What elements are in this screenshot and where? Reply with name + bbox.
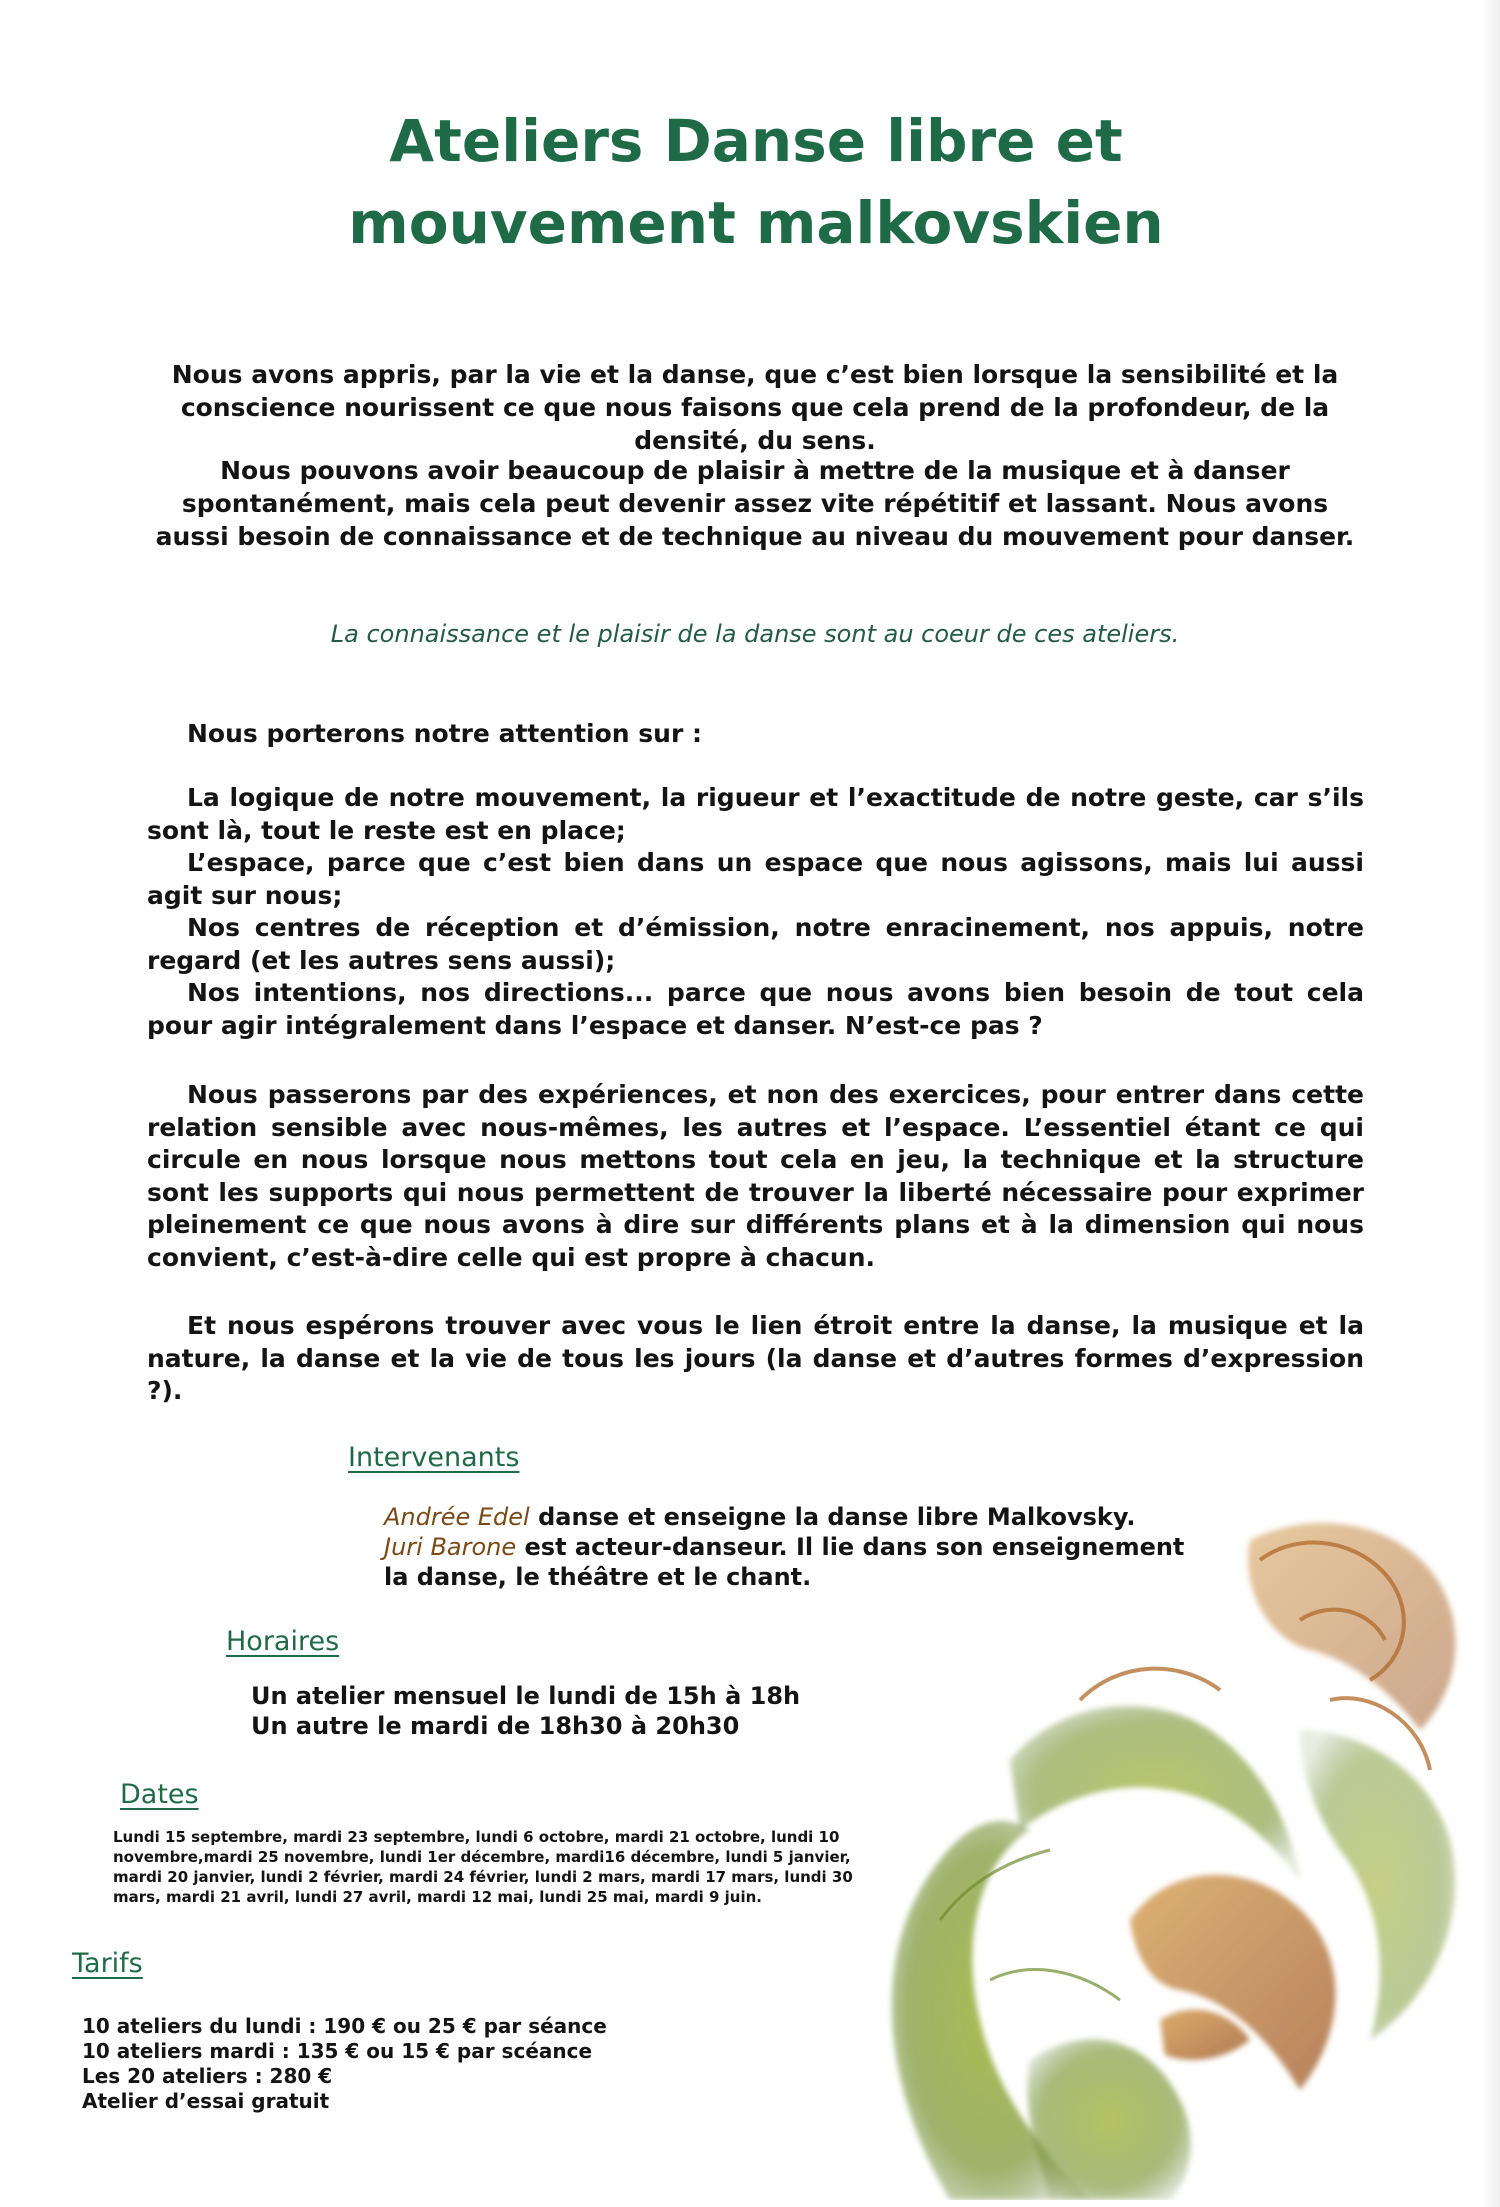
horaires-block bbox=[251, 1681, 800, 1741]
horaire-line: Un autre le mardi de 18h30 à 20h30 bbox=[251, 1712, 740, 1740]
esperons-paragraph: Et nous espérons trouver avec vous le lien étroit entre la danse, la musique et la nature, la danse et la vie de tous les jours (la danse et d’autres formes d’expression ?). bbox=[147, 1311, 1364, 1405]
title-line-1: Ateliers Danse libre et bbox=[389, 107, 1123, 175]
dates-line: Lundi 15 septembre, mardi 23 septembre, lundi 6 octobre, mardi 21 octobre, lundi 10 bbox=[113, 1828, 840, 1846]
attention-item: La logique de notre mouvement, la rigueur et l’exactitude de notre geste, car s’ils sont là, tout le reste est en place; bbox=[147, 783, 1364, 845]
tarifs-block bbox=[82, 2014, 607, 2114]
intervenant-desc: danse et enseigne la danse libre Malkovsky. bbox=[529, 1503, 1136, 1531]
intervenants-heading: Intervenants bbox=[348, 1442, 520, 1473]
dates-heading: Dates bbox=[120, 1779, 199, 1810]
tarif-line: Les 20 ateliers : 280 € bbox=[82, 2064, 333, 2088]
intervenant-desc: est acteur-danseur. Il lie dans son enseignement bbox=[516, 1533, 1185, 1561]
dates-block bbox=[113, 1827, 853, 1907]
tarif-line: 10 ateliers du lundi : 190 € ou 25 € par séance bbox=[82, 2014, 607, 2038]
attention-item: L’espace, parce que c’est bien dans un espace que nous agissons, mais lui aussi agit sur nous; bbox=[147, 848, 1364, 910]
tarif-line: 10 ateliers mardi : 135 € ou 15 € par scéance bbox=[82, 2039, 593, 2063]
dates-line: mardi 20 janvier, lundi 2 février, mardi 24 février, lundi 2 mars, mardi 17 mars, lundi 30 bbox=[113, 1868, 853, 1886]
dates-line: mars, mardi 21 avril, lundi 27 avril, mardi 12 mai, lundi 25 mai, mardi 9 juin. bbox=[113, 1888, 762, 1906]
attention-list bbox=[147, 782, 1364, 1042]
experiences-paragraph: Nous passerons par des expériences, et non des exercices, pour entrer dans cette relation sensible avec nous-mêmes, les autres et l’espace. L’essentiel étant ce qui circule en nous lorsque nous mettons tout cela en jeu, la technique et la structure sont les supports qui nous permettent de trouver la liberté nécessaire pour exprimer pleinement ce que nous avons à dire sur différents plans et à la dimension qui nous convient, c’est-à-dire celle qui est propre à chacun. bbox=[147, 1080, 1364, 1272]
attention-item: Nos centres de réception et d’émission, notre enracinement, nos appuis, notre regard (et les autres sens aussi); bbox=[147, 913, 1364, 975]
intervenant-name: Juri Barone bbox=[384, 1533, 517, 1561]
intro-paragraph-2: Nous pouvons avoir beaucoup de plaisir à mettre de la musique et à danser spontanément, mais cela peut devenir assez vite répétitif et lassant. Nous avons aussi besoin de connaissance et de technique au niveau du mouvement pour danser. bbox=[155, 456, 1355, 551]
horaires-heading: Horaires bbox=[226, 1626, 340, 1657]
intro-paragraph-1: Nous avons appris, par la vie et la danse, que c’est bien lorsque la sensibilité et la conscience nourissent ce que nous faisons que cela prend de la profondeur, de la densité, du sens. bbox=[171, 360, 1339, 455]
dates-line: novembre,mardi 25 novembre, lundi 1er décembre, mardi16 décembre, lundi 5 janvier, bbox=[113, 1848, 851, 1866]
attention-heading: Nous porterons notre attention sur : bbox=[187, 719, 703, 748]
intervenant-2-continued: la danse, le théâtre et le chant. bbox=[384, 1563, 812, 1591]
tarif-line: Atelier d’essai gratuit bbox=[82, 2089, 330, 2113]
lead-sentence: La connaissance et le plaisir de la danse sont au coeur de ces ateliers. bbox=[330, 620, 1180, 648]
watercolor-dancer-illustration bbox=[830, 1500, 1490, 2200]
tarifs-heading: Tarifs bbox=[72, 1948, 143, 1979]
title-line-2: mouvement malkovskien bbox=[348, 189, 1164, 257]
attention-item: Nos intentions, nos directions... parce que nous avons bien besoin de tout cela pour agir intégralement dans l’espace et danser. N’est-ce pas ? bbox=[147, 978, 1364, 1040]
horaire-line: Un atelier mensuel le lundi de 15h à 18h bbox=[251, 1682, 801, 1710]
intervenant-name: Andrée Edel bbox=[384, 1503, 530, 1531]
